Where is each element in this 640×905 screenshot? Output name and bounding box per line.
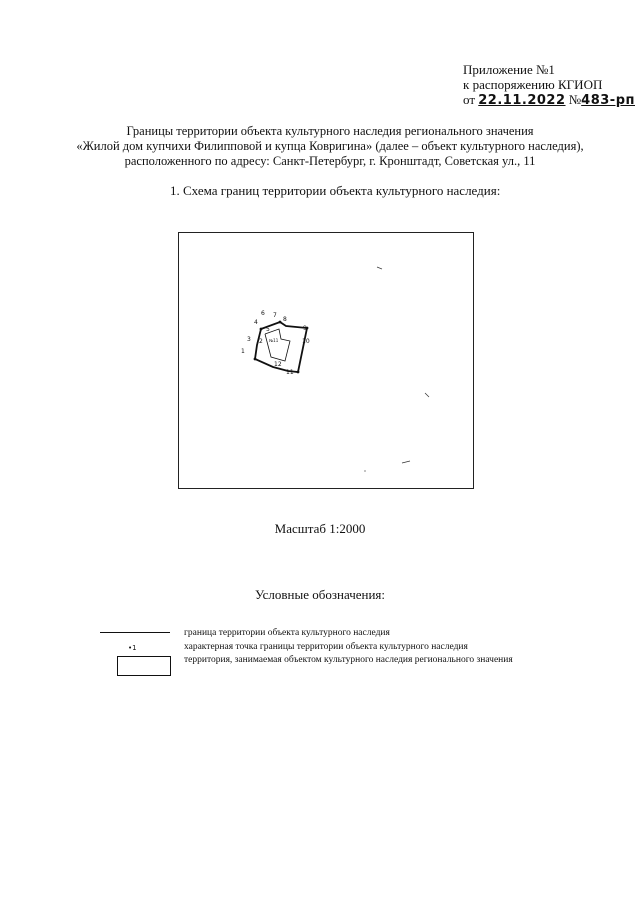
legend-item-territory: территория, занимаемая объектом культурного наследия регионального значения [184, 655, 513, 665]
legend-title: Условные обозначения: [254, 587, 386, 602]
point-label-1: 1 [241, 348, 245, 355]
scan-speck [377, 267, 382, 269]
legend-item-point: характерная точка границы территории объекта культурного наследия [184, 642, 468, 652]
scan-speck [364, 470, 365, 471]
boundary-point-marker [254, 358, 257, 361]
building-outline [265, 329, 290, 361]
number-sign: № [568, 92, 582, 107]
point-label-12: 12 [274, 361, 282, 368]
title-line-3: расположенного по адресу: Санкт-Петербург, г. Кронштадт, Советская ул., 11 [124, 154, 536, 168]
point-label-7: 7 [273, 312, 277, 319]
document-title [40, 124, 620, 169]
appendix-decree: к распоряжению КГИОП [463, 77, 603, 92]
boundary-map [178, 232, 474, 489]
legend-point-symbol: •1 [128, 644, 137, 652]
boundary-point-marker [260, 328, 263, 331]
point-label-4: 4 [254, 319, 258, 326]
legend-boundary-line-symbol [100, 632, 170, 633]
point-label-6: 6 [261, 310, 265, 317]
scan-speck [402, 461, 410, 463]
point-label-5: 5 [266, 326, 270, 333]
point-label-11: 11 [286, 369, 294, 376]
boundary-point-marker [297, 371, 300, 374]
title-line-1: Границы территории объекта культурного наследия регионального значения [126, 124, 534, 138]
legend-territory-symbol [117, 656, 171, 676]
section-heading: 1. Схема границ территории объекта культурного наследия: [170, 183, 501, 198]
boundary-map-drawing [179, 233, 473, 488]
point-label-8: 8 [283, 316, 287, 323]
title-line-2: «Жилой дом купчихи Филипповой и купца Ковригина» (далее – объект культурного наследия), [76, 139, 584, 153]
appendix-header [463, 62, 635, 108]
appendix-title: Приложение №1 [463, 62, 555, 77]
building-number-label: №11 [269, 338, 279, 343]
point-label-3: 3 [247, 336, 251, 343]
point-label-2: 2 [259, 338, 263, 345]
point-label-9: 9 [303, 325, 307, 332]
handwritten-number: 483-рп [581, 93, 635, 108]
legend-item-boundary: граница территории объекта культурного наследия [184, 628, 390, 638]
handwritten-date: 22.11.2022 [478, 93, 566, 108]
scan-speck [425, 393, 429, 397]
map-scale: Масштаб 1:2000 [274, 521, 366, 536]
date-prefix: от [463, 92, 476, 107]
point-label-10: 10 [302, 338, 310, 345]
boundary-point-marker [279, 321, 282, 324]
appendix-date-line [463, 92, 635, 108]
